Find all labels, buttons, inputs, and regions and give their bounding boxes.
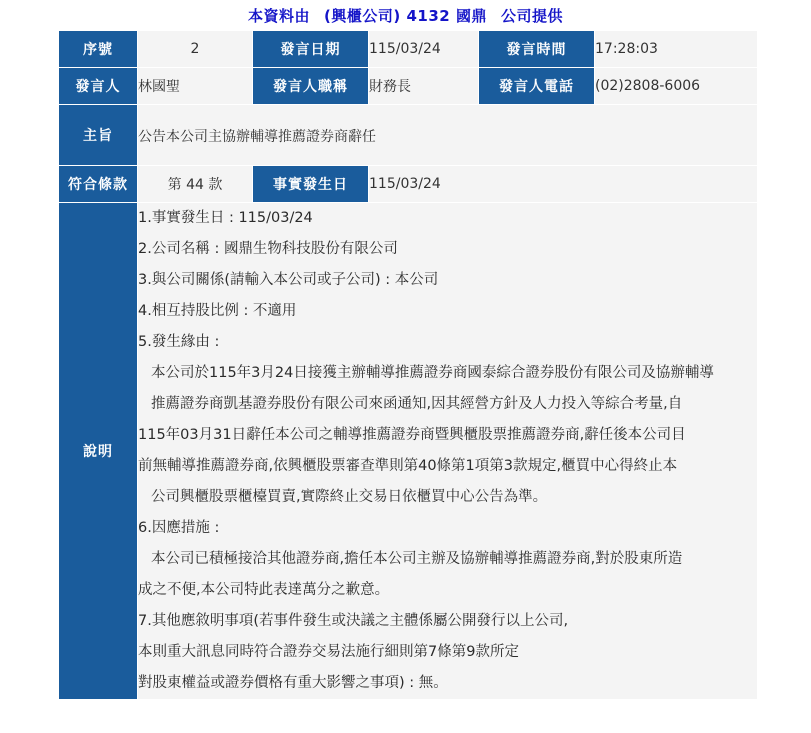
- description-line: 2.公司名稱 : 國鼎生物科技股份有限公司: [138, 241, 398, 257]
- title-stock-code: 4132: [406, 7, 451, 25]
- value-speak-date: 115/03/24: [369, 31, 479, 68]
- value-spokesperson-title: 財務長: [369, 68, 479, 105]
- value-fact-date: 115/03/24: [369, 166, 758, 203]
- title-prefix: 本資料由: [248, 7, 311, 25]
- value-spokesperson: 林國聖: [138, 68, 253, 105]
- table-row: [59, 68, 758, 105]
- value-clause: 第 44 款: [138, 166, 253, 203]
- table-row: [59, 105, 758, 166]
- value-description: [138, 203, 758, 700]
- description-line: 6.因應措施 :: [138, 520, 220, 536]
- label-clause: 符合條款: [59, 166, 138, 203]
- description-line: 3.與公司關係(請輸入本公司或子公司) : 本公司: [138, 272, 439, 288]
- announcement-table: [58, 30, 758, 700]
- description-line: 成之不便,本公司特此表達萬分之歉意。: [138, 582, 390, 598]
- description-line: 本則重大訊息同時符合證券交易法施行細則第7條第9款所定: [138, 644, 519, 660]
- label-speak-time: 發言時間: [479, 31, 595, 68]
- description-line: 1.事實發生日 : 115/03/24: [138, 210, 313, 226]
- label-spokesperson-phone: 發言人電話: [479, 68, 595, 105]
- table-row: [59, 31, 758, 68]
- label-sequence: 序號: [59, 31, 138, 68]
- label-spokesperson-title: 發言人職稱: [253, 68, 369, 105]
- label-subject: 主旨: [59, 105, 138, 166]
- value-speak-time: 17:28:03: [595, 31, 758, 68]
- description-line: 5.發生緣由 :: [138, 334, 220, 350]
- description-line: 115年03月31日辭任本公司之輔導推薦證券商暨興櫃股票推薦證券商,辭任後本公司目: [138, 427, 686, 443]
- description-line: 7.其他應敘明事項(若事件發生或決議之主體係屬公開發行以上公司,: [138, 613, 569, 629]
- description-line: 公司興櫃股票櫃檯買賣,實際終止交易日依櫃買中心公告為準。: [151, 489, 548, 505]
- description-line: 推薦證券商凱基證券股份有限公司來函通知,因其經營方針及人力投入等綜合考量,自: [151, 396, 683, 412]
- value-subject: 公告本公司主協辦輔導推薦證券商辭任: [138, 105, 758, 166]
- description-line: 4.相互持股比例 : 不適用: [138, 303, 297, 319]
- title-market-type: (興櫃公司): [324, 7, 401, 25]
- label-spokesperson: 發言人: [59, 68, 138, 105]
- label-fact-date: 事實發生日: [253, 166, 369, 203]
- description-line: 本公司已積極接洽其他證券商,擔任本公司主辦及協辦輔導推薦證券商,對於股東所造: [151, 551, 683, 567]
- label-description: 說明: [59, 203, 138, 700]
- title-company-short-name: 國鼎: [455, 7, 487, 25]
- title-suffix: 公司提供: [500, 7, 563, 25]
- page-title: [0, 5, 811, 26]
- label-speak-date: 發言日期: [253, 31, 369, 68]
- table-row-description: [59, 203, 758, 700]
- value-spokesperson-phone: (02)2808-6006: [595, 68, 758, 105]
- description-text-body: [138, 203, 757, 699]
- description-line: 對股東權益或證券價格有重大影響之事項) : 無。: [138, 675, 448, 691]
- description-line: 前無輔導推薦證券商,依興櫃股票審查準則第40條第1項第3款規定,櫃買中心得終止本: [138, 458, 678, 474]
- description-line: 本公司於115年3月24日接獲主辦輔導推薦證券商國泰綜合證券股份有限公司及協辦輔導: [151, 365, 714, 381]
- value-sequence: 2: [138, 31, 253, 68]
- table-row: [59, 166, 758, 203]
